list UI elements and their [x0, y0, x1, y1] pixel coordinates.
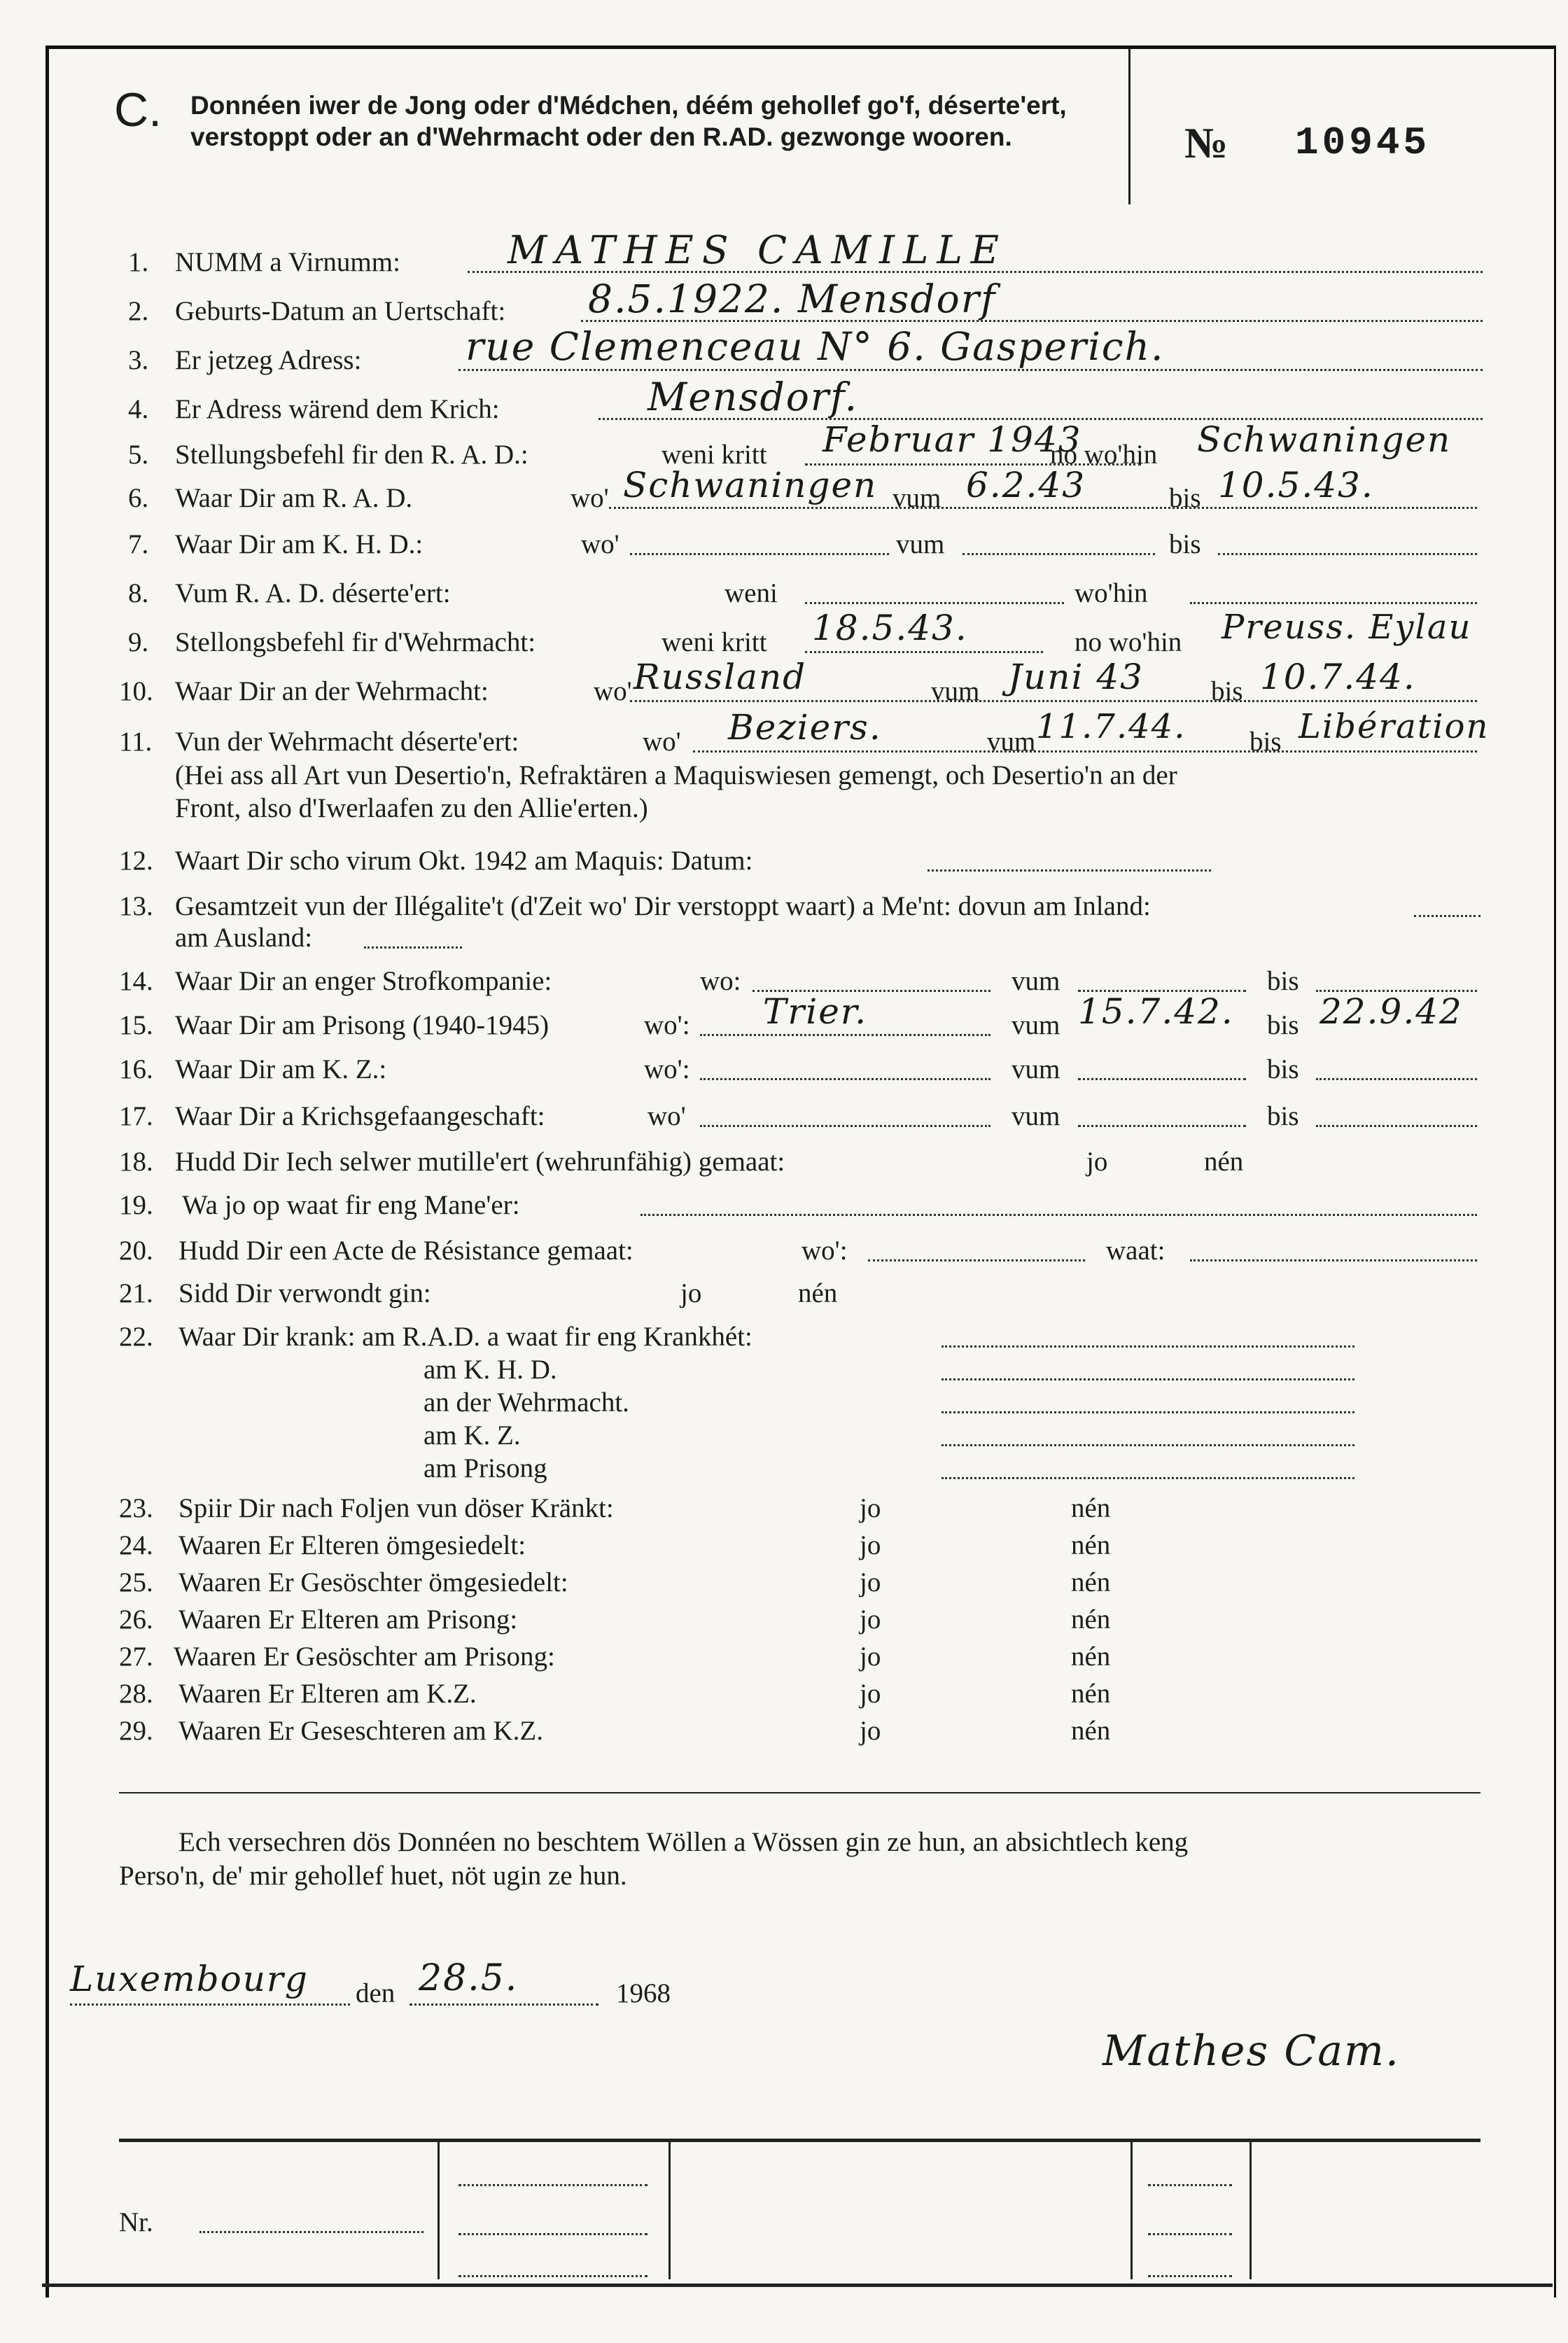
field-label: weni kritt [662, 440, 767, 470]
field-label: bis [1169, 529, 1201, 559]
row-number: 23. [119, 1493, 153, 1523]
field-label: bis [1267, 1054, 1299, 1084]
row11-note: (Hei ass all Art vun Desertio'n, Refraktären a Maquiswiesen gemengt, och Desertio'n an der [175, 760, 1177, 790]
row-label: Waaren Er Geseschteren am K.Z. [178, 1716, 543, 1746]
prison-to: 22.9.42 [1320, 991, 1463, 1032]
row-number: 20. [119, 1236, 153, 1266]
answer-line [1316, 1078, 1477, 1080]
nr-line [200, 2231, 424, 2233]
row-number: 26. [119, 1604, 153, 1635]
answer-line [1218, 553, 1477, 555]
no-option[interactable]: nén [1071, 1642, 1111, 1672]
date-value: 28.5. [419, 1957, 519, 1999]
rad-order-date: Februar 1943 [822, 419, 1082, 460]
row-label: Geburts-Datum an Uertschaft: [175, 296, 506, 326]
row11-note2: Front, also d'Iwerlaafen zu den Allie'erten.) [175, 793, 648, 823]
footer-divider [1130, 2141, 1133, 2279]
wehrmacht-where: Russland [634, 657, 807, 697]
answer-line [805, 651, 1043, 653]
row-label: Waart Dir scho virum Okt. 1942 am Maquis: Datum: [175, 846, 753, 876]
answer-line [700, 1034, 990, 1036]
field-label: weni [724, 578, 778, 608]
row-number: 28. [119, 1679, 153, 1709]
answer-line [700, 1078, 990, 1080]
row-label: Vum R. A. D. déserte'ert: [175, 578, 451, 608]
field-label: wo: [700, 966, 741, 996]
field-label: wo' [648, 1101, 686, 1131]
row22-sub: am Prisong [424, 1453, 547, 1483]
row-label: Spiir Dir nach Foljen vun döser Kränkt: [178, 1493, 614, 1523]
field-label: wo': [644, 1010, 690, 1040]
row-label: Sidd Dir verwondt gin: [178, 1278, 431, 1308]
field-label: no wo'hin [1050, 440, 1158, 470]
header-divider [1128, 49, 1130, 204]
answer-line [700, 1125, 990, 1127]
answer-line [868, 1259, 1085, 1261]
no-option[interactable]: nén [1071, 1716, 1111, 1746]
answer-line [1414, 915, 1480, 917]
no-option[interactable]: nén [798, 1278, 838, 1308]
yes-option[interactable]: jo [1086, 1147, 1108, 1177]
answer-line [941, 1477, 1354, 1479]
row-label: Waar Dir am R. A. D. [175, 483, 413, 513]
row-label: NUMM a Virnumm: [175, 247, 400, 277]
form-number: 10945 [1295, 120, 1431, 165]
wehrmacht-order-place: Preuss. Eylau [1222, 608, 1472, 647]
answer-line [941, 1378, 1354, 1380]
answer-line [693, 750, 1477, 753]
prison-from: 15.7.42. [1078, 991, 1234, 1032]
row-label: Hudd Dir een Acte de Résistance gemaat: [178, 1236, 634, 1266]
answer-line [1078, 1078, 1246, 1080]
row-number: 5. [128, 440, 149, 470]
desertion-to: Libération [1298, 707, 1490, 746]
answer-line [941, 1345, 1354, 1348]
field-label: wo' [581, 529, 620, 559]
no-option[interactable]: nén [1204, 1147, 1244, 1177]
field-label: weni kritt [662, 627, 767, 657]
footer-line [458, 2233, 648, 2235]
row-label: Waaren Er Elteren am K.Z. [178, 1679, 477, 1709]
row-number: 18. [119, 1147, 153, 1177]
field-label: wo' [570, 483, 609, 513]
bottom-rule [42, 2283, 1553, 2287]
declaration: Ech versechren dös Donnéen no beschtem Wöllen a Wössen gin ze hun, an absichtlech keng [178, 1827, 1189, 1857]
war-address-value: Mensdorf. [648, 375, 859, 419]
birth-value: 8.5.1922. Mensdorf [588, 277, 997, 321]
footer-line [1148, 2275, 1232, 2277]
row13-cont: am Ausland: [175, 923, 313, 953]
field-label: bis [1267, 966, 1299, 996]
field-label: bis [1250, 727, 1282, 757]
row22-sub: am K. H. D. [424, 1355, 557, 1385]
rad-from: 6.2.43 [966, 465, 1086, 505]
row-label: Waar Dir am Prisong (1940-1945) [175, 1010, 550, 1040]
field-label: vum [987, 727, 1036, 757]
row22-sub: am K. Z. [424, 1420, 521, 1450]
answer-line [1190, 1259, 1477, 1261]
answer-line [364, 946, 462, 949]
place-value: Luxembourg [70, 1959, 309, 1999]
row-label: Vun der Wehrmacht déserte'ert: [175, 727, 519, 757]
row-number: 15. [119, 1010, 153, 1040]
answer-line [410, 2003, 598, 2006]
answer-line [1190, 602, 1477, 604]
no-option[interactable]: nén [1071, 1493, 1111, 1523]
row-label: Stellungsbefehl fir den R. A. D.: [175, 440, 528, 470]
field-label: vum [1011, 1101, 1060, 1131]
yes-option[interactable]: jo [860, 1567, 881, 1597]
row-label: Stellongsbefehl fir d'Wehrmacht: [175, 627, 536, 657]
wehrmacht-from: Juni 43 [1008, 657, 1144, 697]
field-label: vum [1011, 966, 1060, 996]
answer-line [1316, 1125, 1477, 1127]
field-label: vum [892, 483, 941, 513]
yes-option[interactable]: jo [860, 1716, 881, 1746]
row-number: 22. [119, 1322, 153, 1352]
footer-divider [668, 2141, 671, 2279]
field-label: wo' [594, 676, 632, 706]
row-number: 4. [128, 394, 149, 424]
header-text: Donnéen iwer de Jong oder d'Médchen, déém gehollef go'f, déserte'ert, verstoppt oder an d'Wehrmacht oder den R.AD. gezwonge wooren. [190, 91, 1067, 151]
answer-line [941, 1411, 1354, 1413]
field-label: vum [896, 529, 945, 559]
yes-option[interactable]: jo [860, 1604, 881, 1635]
row-number: 16. [119, 1054, 153, 1084]
row-number: 1. [128, 247, 149, 277]
row-number: 29. [119, 1716, 153, 1746]
row-number: 12. [119, 846, 153, 876]
rad-to: 10.5.43. [1218, 465, 1374, 505]
row-number: 10. [119, 676, 153, 706]
no-option[interactable]: nén [1071, 1530, 1111, 1560]
footer-line [1148, 2184, 1232, 2186]
answer-line [941, 1444, 1354, 1446]
section-letter: C. [114, 83, 162, 137]
field-label: bis [1267, 1101, 1299, 1131]
field-label: no wo'hin [1074, 627, 1182, 657]
row-label: Waar Dir an der Wehrmacht: [175, 676, 489, 706]
row-label: Gesamtzeit vun der Illégalite't (d'Zeit wo' Dir verstoppt waart) a Me'nt: dovun am Inland: [175, 891, 1151, 921]
footer-divider [438, 2141, 440, 2279]
row-label: Waar Dir krank: am R.A.D. a waat fir eng Krankhét: [178, 1322, 752, 1352]
rad-order-place: Schwaningen [1197, 419, 1452, 460]
field-label: wo': [644, 1054, 690, 1084]
prison-where: Trier. [763, 991, 868, 1032]
number-label: № [1184, 120, 1228, 167]
answer-line [609, 507, 1477, 509]
row-label: Hudd Dir Iech selwer mutille'ert (wehrunfähig) gemaat: [175, 1147, 785, 1177]
row-label: Waar Dir am K. Z.: [175, 1054, 387, 1084]
footer-line [458, 2184, 648, 2186]
row-number: 6. [128, 483, 149, 513]
footer-line [1148, 2233, 1232, 2235]
field-label: vum [1011, 1010, 1060, 1040]
den-label: den [356, 1978, 396, 2008]
field-label: wo'hin [1074, 578, 1148, 608]
row-number: 13. [119, 891, 153, 921]
field-label: bis [1267, 1010, 1299, 1040]
answer-line [458, 369, 1483, 371]
row-label: Er jetzeg Adress: [175, 345, 362, 375]
yes-option[interactable]: jo [860, 1679, 881, 1709]
field-label: vum [1011, 1054, 1060, 1084]
field-label: vum [931, 676, 980, 706]
yes-option[interactable]: jo [680, 1278, 702, 1308]
signature: Mathes Cam. [1102, 2027, 1400, 2076]
declaration-cont: Perso'n, de' mir gehollef huet, nöt ugin ze hun. [119, 1861, 627, 1891]
row-number: 17. [119, 1101, 153, 1131]
field-label: bis [1169, 483, 1201, 513]
answer-line [927, 869, 1211, 872]
footer-rule [119, 2139, 1480, 2142]
field-label: bis [1211, 676, 1243, 706]
desertion-from: 11.7.44. [1036, 707, 1186, 746]
row-label: Waar Dir an enger Strofkompanie: [175, 966, 552, 996]
answer-line [805, 602, 1064, 604]
section-divider [119, 1792, 1480, 1793]
name-value: MATHES CAMILLE [507, 228, 1008, 272]
wehrmacht-order-date: 18.5.43. [812, 608, 968, 648]
row-number: 19. [119, 1190, 153, 1220]
nr-label: Nr. [119, 2207, 153, 2237]
answer-line [962, 553, 1155, 555]
no-option[interactable]: nén [1071, 1604, 1111, 1635]
row-number: 9. [128, 627, 149, 657]
yes-option[interactable]: jo [860, 1530, 881, 1560]
row-label: Waar Dir a Krichsgefaangeschaft: [175, 1101, 545, 1131]
address-value: rue Clemenceau N° 6. Gasperich. [465, 324, 1165, 369]
footer-divider [1250, 2141, 1252, 2279]
row-label: Waaren Er Gesöschter ömgesiedelt: [178, 1567, 568, 1597]
year-label: 1968 [616, 1978, 671, 2008]
row-number: 21. [119, 1278, 153, 1308]
row-label: Waaren Er Elteren am Prisong: [178, 1604, 518, 1635]
yes-option[interactable]: jo [860, 1642, 881, 1672]
row-label: Er Adress wärend dem Krich: [175, 394, 500, 424]
row-number: 2. [128, 296, 149, 326]
row-number: 24. [119, 1530, 153, 1560]
row-label: Waaren Er Gesöschter am Prisong: [174, 1642, 555, 1672]
row22-sub: an der Wehrmacht. [424, 1387, 629, 1418]
row-label: Waar Dir am K. H. D.: [175, 529, 424, 559]
row-number: 11. [119, 727, 153, 757]
answer-line [640, 1214, 1477, 1216]
no-option[interactable]: nén [1071, 1567, 1111, 1597]
field-label: wo' [643, 727, 681, 757]
answer-line [70, 2003, 350, 2006]
field-label: waat: [1106, 1236, 1166, 1266]
answer-line [1078, 1125, 1246, 1127]
row-number: 14. [119, 966, 153, 996]
answer-line [630, 700, 1477, 702]
answer-line [630, 553, 889, 555]
row-number: 8. [128, 578, 149, 608]
row-label: Waaren Er Elteren ömgesiedelt: [178, 1530, 526, 1560]
row-label: Wa jo op waat fir eng Mane'er: [182, 1190, 520, 1220]
no-option[interactable]: nén [1071, 1679, 1111, 1709]
wehrmacht-to: 10.7.44. [1260, 657, 1416, 697]
row-number: 27. [119, 1642, 153, 1672]
row-number: 3. [128, 345, 149, 375]
row-number: 7. [128, 529, 149, 559]
footer-line [458, 2275, 648, 2277]
row-number: 25. [119, 1567, 153, 1597]
desertion-where: Beziers. [728, 707, 882, 748]
yes-option[interactable]: jo [860, 1493, 881, 1523]
field-label: wo': [802, 1236, 848, 1266]
rad-where: Schwaningen [623, 465, 878, 505]
